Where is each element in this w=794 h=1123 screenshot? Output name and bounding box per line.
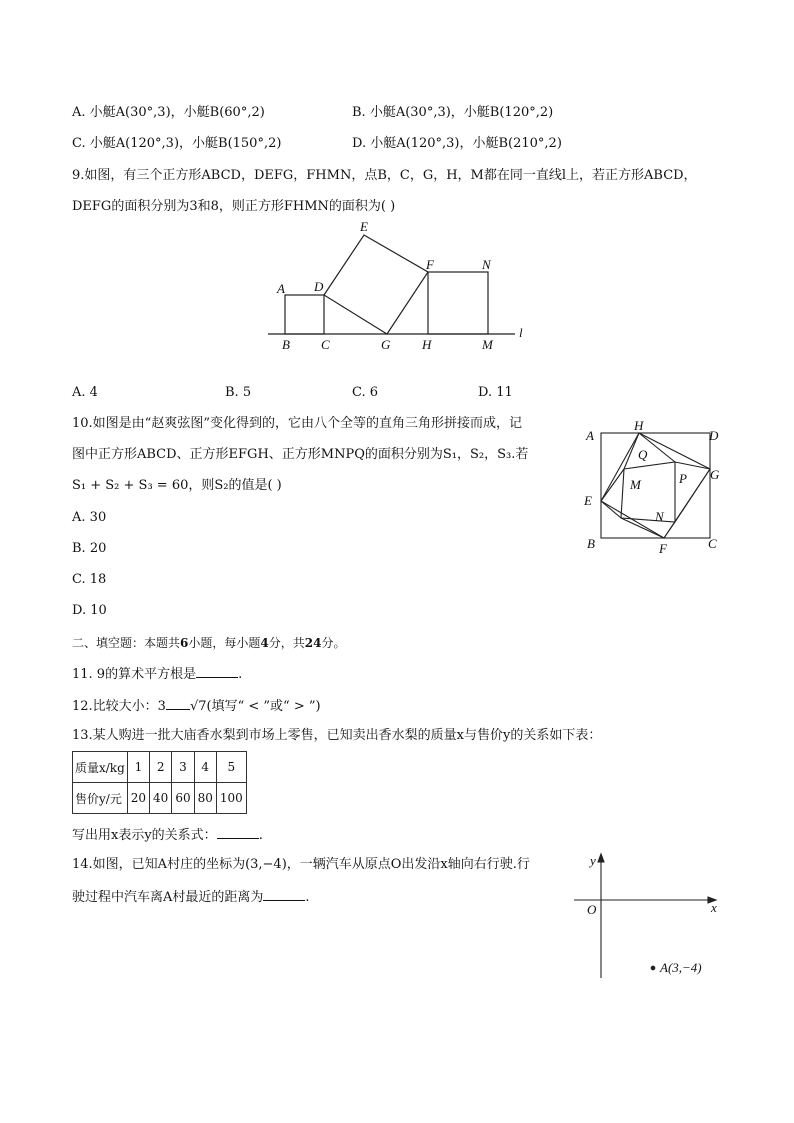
question-text: . [238,667,243,682]
q13-stem: 13.某人购进一批大庙香水梨到市场上零售，已知卖出香水梨的质量x与售价y的关系如下表： [72,728,602,743]
q11 [72,665,242,683]
label-F: F [426,257,434,272]
answer-blank[interactable] [166,697,190,710]
option-text: 10 [90,603,107,618]
question-text: . [258,828,263,843]
option-key: C. [72,572,86,587]
answer-blank[interactable] [196,665,238,678]
table-header-mass: 质量x/kg [73,752,128,783]
option-key: B. [225,385,239,400]
table-cell: 2 [150,752,172,783]
q9-option-b [225,385,251,401]
table-row [73,752,247,783]
label-A: A [586,428,594,443]
option-text: 18 [89,572,107,587]
table-cell: 4 [194,752,216,783]
label-M: M [482,337,493,352]
label-B: B [587,536,595,551]
table-cell: 100 [216,783,246,814]
option-key: D. [352,136,367,151]
heading-number: 6 [180,636,189,650]
option-key: A. [72,510,86,525]
option-text: 6 [369,385,379,400]
triangle-edge [601,501,621,518]
option-text: 20 [89,541,107,556]
q9-option-c [352,385,378,401]
heading-number: 4 [260,636,269,650]
axis-label-y: y [590,853,596,868]
triangle-edge [675,462,710,469]
question-text: . [305,890,310,905]
option-key: B. [72,541,86,556]
option-text: 30 [89,510,107,525]
heading-number: 24 [304,636,322,650]
table-cell: 5 [216,752,246,783]
option-text: 小艇A(120°,3)，小艇B(150°,2) [89,136,282,151]
q10-stem-line3: S₁ + S₂ + S₃ = 60，则S₂的值是( ) [72,478,282,493]
answer-blank[interactable] [217,826,259,839]
label-C: C [321,337,330,352]
q13-prompt [72,826,263,844]
sqrt-seven: √7 [189,699,207,714]
q8-option-b [352,105,553,121]
option-key: B. [352,105,366,120]
table-cell: 80 [194,783,216,814]
q12 [72,697,321,715]
point-a [651,966,655,970]
answer-blank[interactable] [263,888,305,901]
label-D: D [709,428,719,443]
heading-text: 分，共 [268,636,305,650]
q10-option-c [72,572,106,588]
triangle-edge [601,469,624,501]
option-key: A. [72,385,86,400]
q10-option-d [72,603,107,619]
triangle-edge [664,522,675,538]
label-E: E [360,219,368,234]
option-text: 5 [242,385,252,400]
table-cell: 20 [127,783,149,814]
heading-text: 小题，每小题 [188,636,261,650]
heading-text: 二、填空题：本题共 [72,636,181,650]
option-text: 小艇A(30°,3)，小艇B(60°,2) [89,105,265,120]
q14-stem-line1: 14.如图，已知A村庄的坐标为(3,−4)，一辆汽车从原点O出发沿x轴向右行驶.行 [72,857,530,872]
square-defg [324,235,428,334]
label-G: G [710,467,720,482]
q8-option-c [72,136,281,152]
label-D: D [314,279,324,294]
label-Q: Q [638,447,648,462]
q9-stem-line2: DEFG的面积分别为3和8，则正方形FHMN的面积为( ) [72,199,396,214]
label-M: M [630,477,641,492]
point-a-label: A(3,−4) [660,960,702,975]
q9-stem-line1: 9.如图，有三个正方形ABCD，DEFG，FHMN，点B，C，G，H，M都在同一直线l上，若正方形ABCD， [72,168,697,183]
table-cell: 40 [150,783,172,814]
axis-label-x: x [711,900,717,915]
option-text: 小艇A(120°,3)，小艇B(210°,2) [370,136,562,151]
square-mnpq [621,462,675,522]
q10-option-b [72,541,106,557]
label-F: F [659,541,667,556]
heading-text: 分。 [321,636,346,650]
question-text: 驶过程中汽车离A村最近的距离为 [72,890,264,905]
label-P: P [679,471,687,486]
table-row [73,783,247,814]
q8-option-d [352,136,562,152]
square-abcd [285,295,324,334]
q10-stem-line1: 10.如图是由“赵爽弦图”变化得到的，它由八个全等的直角三角形拼接而成，记 [72,416,522,431]
q9-option-a [72,385,98,401]
label-E: E [584,493,592,508]
label-H: H [634,420,644,433]
label-A: A [277,281,285,296]
option-key: A. [72,105,86,120]
option-key: D. [478,385,493,400]
option-text: 4 [89,385,98,400]
question-text: (填写“ < ”或“ > ”) [206,699,321,714]
square-fhmn [428,272,488,334]
table-header-price: 售价y/元 [73,783,128,814]
label-B: B [282,337,290,352]
option-text: 11 [496,385,513,400]
q13-table [72,751,247,814]
section-heading-fill-in [72,635,345,651]
option-key: D. [72,603,87,618]
origin-label: O [587,902,597,917]
question-text: 11. 9的算术平方根是 [72,667,197,682]
table-cell: 1 [127,752,149,783]
y-axis-arrow [598,854,604,862]
label-N: N [655,509,664,524]
question-text: 写出用x表示y的关系式： [72,828,217,843]
option-text: 小艇A(30°,3)，小艇B(120°,2) [369,105,554,120]
q9-option-d [478,385,513,401]
q10-figure [580,420,725,560]
option-key: C. [72,136,86,151]
q14-figure [570,850,730,985]
table-cell: 60 [172,783,194,814]
option-key: C. [352,385,366,400]
triangle-edge [624,433,639,469]
q8-option-a [72,105,265,121]
q14-stem-line2 [72,888,310,906]
label-G: G [381,337,391,352]
question-text: 12.比较大小：3 [72,699,166,714]
q10-option-a [72,510,106,526]
label-C: C [708,536,717,551]
q9-figure [260,215,540,355]
q10-stem-line2: 图中正方形ABCD、正方形EFGH、正方形MNPQ的面积分别为S₁，S₂，S₃.若 [72,447,529,462]
label-N: N [482,257,491,272]
table-cell: 3 [172,752,194,783]
label-H: H [422,337,432,352]
label-l: l [519,325,523,340]
